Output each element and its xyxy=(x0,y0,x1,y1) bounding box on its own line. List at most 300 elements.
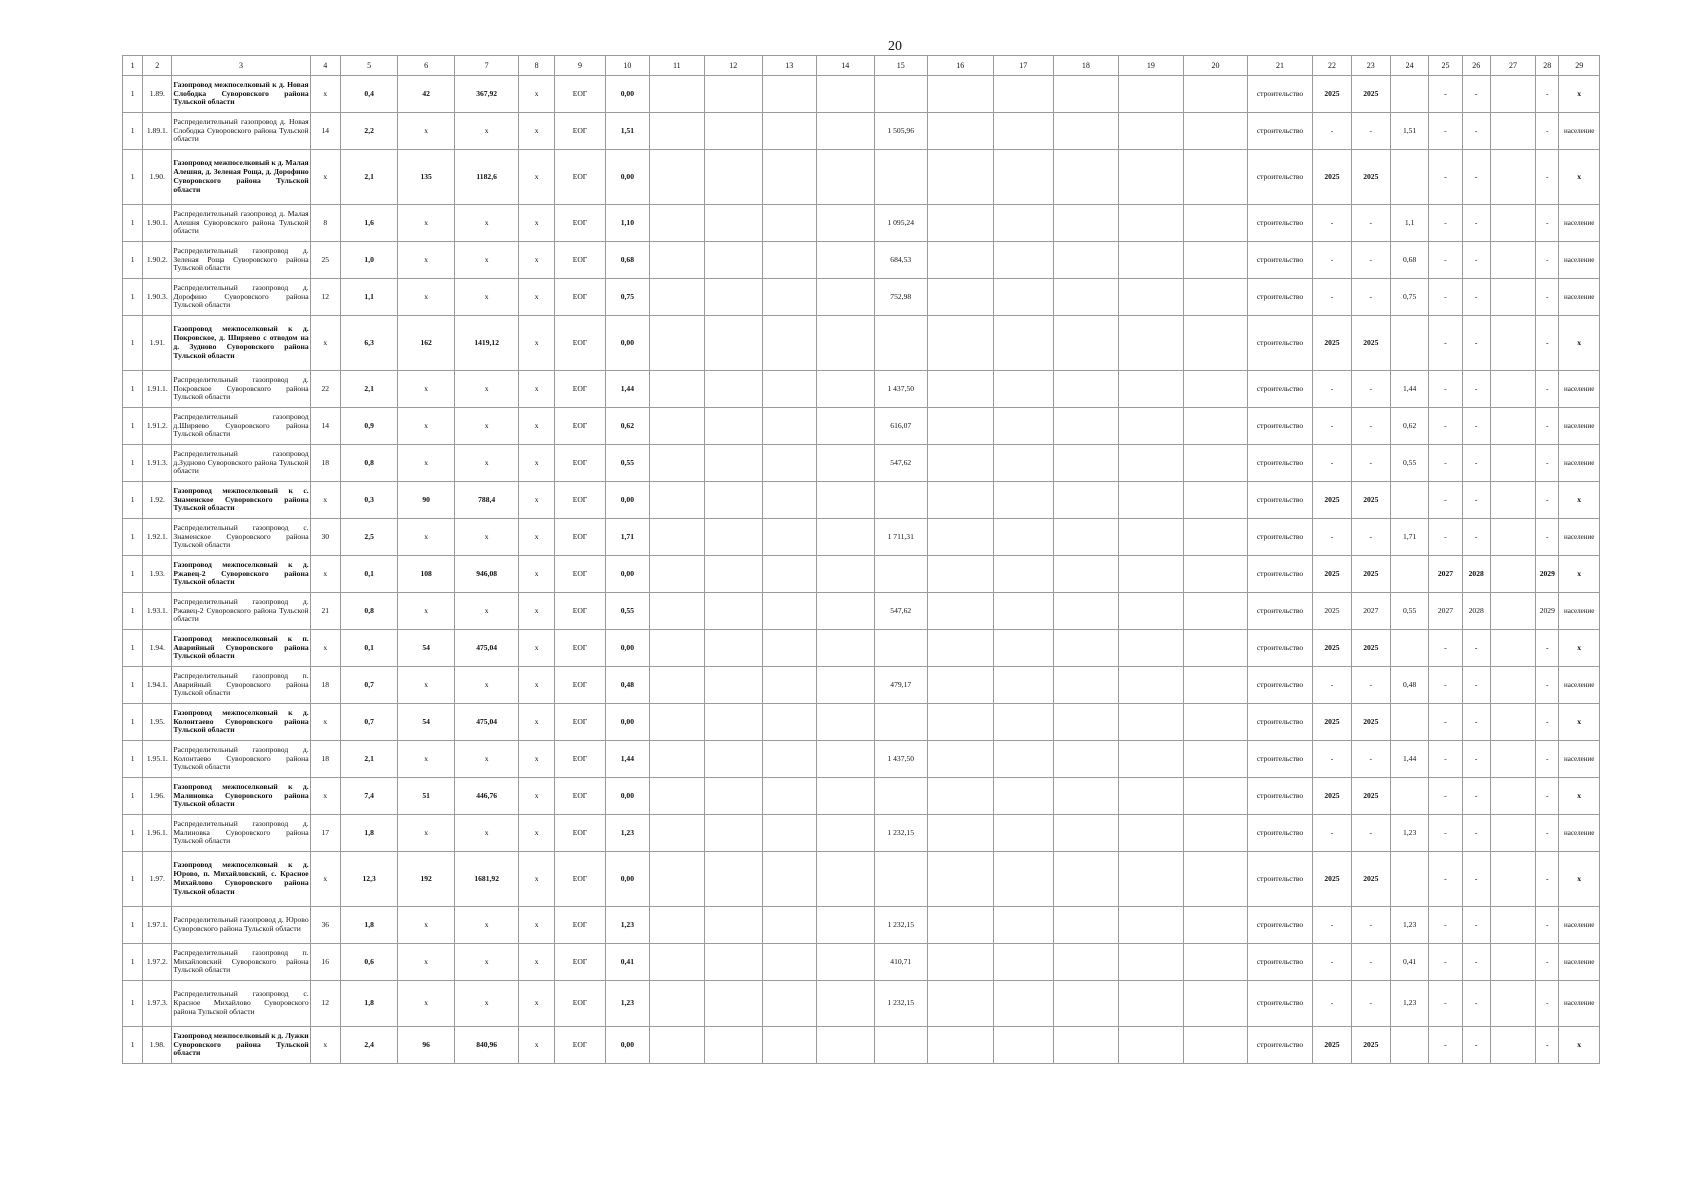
table-cell xyxy=(927,704,993,741)
table-cell: население xyxy=(1559,815,1600,852)
table-cell xyxy=(649,150,704,205)
table-cell: 1,44 xyxy=(1390,371,1428,408)
table-cell: 0,62 xyxy=(606,408,649,445)
table-cell: 1.91.1. xyxy=(143,371,172,408)
table-cell: х xyxy=(454,371,519,408)
table-cell: 1,23 xyxy=(1390,815,1428,852)
table-cell: 616,07 xyxy=(874,408,927,445)
table-cell: 1 xyxy=(123,741,143,778)
column-number-header: 3 xyxy=(172,56,310,76)
table-cell: 1.90. xyxy=(143,150,172,205)
table-cell: - xyxy=(1313,907,1351,944)
table-cell: - xyxy=(1462,205,1490,242)
column-number-header: 7 xyxy=(454,56,519,76)
table-cell: - xyxy=(1462,667,1490,704)
table-cell: - xyxy=(1462,482,1490,519)
table-row xyxy=(123,815,1600,852)
table-cell: 0,55 xyxy=(1390,593,1428,630)
table-cell: - xyxy=(1429,445,1462,482)
table-cell: 0,00 xyxy=(606,778,649,815)
table-cell: х xyxy=(454,519,519,556)
table-row xyxy=(123,408,1600,445)
table-cell xyxy=(993,981,1054,1027)
table-cell xyxy=(927,482,993,519)
table-cell: х xyxy=(519,556,554,593)
table-cell: 1.96.1. xyxy=(143,815,172,852)
table-cell: 0,75 xyxy=(1390,279,1428,316)
table-cell xyxy=(993,279,1054,316)
table-cell xyxy=(817,944,875,981)
object-name-cell: Распределительный газопровод д.Зудново Суворовского района Тульской области xyxy=(172,445,310,482)
table-cell: 475,04 xyxy=(454,630,519,667)
table-cell: 1.95. xyxy=(143,704,172,741)
table-cell: 2028 xyxy=(1462,593,1490,630)
table-cell: - xyxy=(1429,944,1462,981)
table-cell: ЕОГ xyxy=(554,519,605,556)
table-cell xyxy=(1184,1027,1248,1064)
object-name-cell: Распределительный газопровод с. Красное Михайлово Суворовского района Тульской области xyxy=(172,981,310,1027)
table-cell: - xyxy=(1429,205,1462,242)
table-cell xyxy=(649,630,704,667)
table-row xyxy=(123,667,1600,704)
table-cell xyxy=(1118,741,1184,778)
table-cell: - xyxy=(1429,704,1462,741)
table-cell xyxy=(817,981,875,1027)
table-cell: - xyxy=(1462,242,1490,279)
table-cell xyxy=(1490,482,1535,519)
object-name-cell: Распределительный газопровод д.Ширяево Суворовского района Тульской области xyxy=(172,408,310,445)
table-cell xyxy=(649,556,704,593)
table-cell: - xyxy=(1536,1027,1559,1064)
table-cell: население xyxy=(1559,907,1600,944)
table-cell: строительство xyxy=(1247,704,1313,741)
table-cell xyxy=(1118,630,1184,667)
table-cell: 1 xyxy=(123,482,143,519)
table-cell: х xyxy=(519,279,554,316)
table-cell: - xyxy=(1429,279,1462,316)
table-cell xyxy=(1184,778,1248,815)
table-cell xyxy=(1184,981,1248,1027)
table-cell: х xyxy=(519,944,554,981)
table-cell xyxy=(817,445,875,482)
table-cell: х xyxy=(398,408,454,445)
table-cell: 0,00 xyxy=(606,556,649,593)
table-cell: 1,1 xyxy=(1390,205,1428,242)
table-cell: ЕОГ xyxy=(554,445,605,482)
table-cell: 192 xyxy=(398,852,454,907)
table-cell: х xyxy=(519,593,554,630)
table-cell: 1 xyxy=(123,593,143,630)
table-cell: 1 xyxy=(123,408,143,445)
table-cell xyxy=(705,408,763,445)
table-cell xyxy=(649,519,704,556)
table-cell: 1.89. xyxy=(143,76,172,113)
table-cell: ЕОГ xyxy=(554,76,605,113)
table-cell xyxy=(1184,907,1248,944)
table-cell xyxy=(1390,704,1428,741)
table-cell: х xyxy=(1559,852,1600,907)
table-cell xyxy=(1184,667,1248,704)
table-cell xyxy=(817,76,875,113)
table-cell: 547,62 xyxy=(874,445,927,482)
column-number-header: 22 xyxy=(1313,56,1351,76)
table-cell: - xyxy=(1313,741,1351,778)
table-cell: 16 xyxy=(310,944,340,981)
table-cell: ЕОГ xyxy=(554,316,605,371)
table-cell: х xyxy=(519,519,554,556)
table-cell xyxy=(993,741,1054,778)
table-cell: х xyxy=(454,907,519,944)
table-cell: население xyxy=(1559,741,1600,778)
table-cell: 8 xyxy=(310,205,340,242)
table-cell xyxy=(1184,519,1248,556)
table-cell: строительство xyxy=(1247,667,1313,704)
table-cell xyxy=(874,150,927,205)
table-cell: население xyxy=(1559,408,1600,445)
table-cell: х xyxy=(1559,704,1600,741)
table-cell xyxy=(762,76,816,113)
table-cell xyxy=(649,852,704,907)
table-cell xyxy=(1490,907,1535,944)
table-cell: х xyxy=(519,907,554,944)
table-cell: - xyxy=(1351,519,1390,556)
table-cell: 1 xyxy=(123,445,143,482)
table-cell xyxy=(1490,815,1535,852)
table-cell xyxy=(817,667,875,704)
object-name-cell: Распределительный газопровод п. Михайловский Суворовского района Тульской области xyxy=(172,944,310,981)
table-cell: - xyxy=(1462,1027,1490,1064)
table-row xyxy=(123,593,1600,630)
table-cell: 1,44 xyxy=(606,371,649,408)
table-cell xyxy=(817,205,875,242)
table-cell xyxy=(1118,907,1184,944)
table-cell xyxy=(1054,852,1119,907)
table-cell: 12 xyxy=(310,279,340,316)
table-cell xyxy=(762,150,816,205)
table-cell: 1 xyxy=(123,519,143,556)
table-cell xyxy=(705,113,763,150)
table-cell xyxy=(705,150,763,205)
table-cell xyxy=(817,556,875,593)
table-cell: 90 xyxy=(398,482,454,519)
table-cell: - xyxy=(1536,907,1559,944)
table-cell: - xyxy=(1313,815,1351,852)
table-cell xyxy=(649,593,704,630)
table-cell xyxy=(1490,852,1535,907)
table-cell xyxy=(705,76,763,113)
table-cell: - xyxy=(1536,704,1559,741)
table-body xyxy=(123,76,1600,1064)
table-cell xyxy=(762,482,816,519)
table-cell: строительство xyxy=(1247,482,1313,519)
table-cell: - xyxy=(1429,852,1462,907)
table-cell: 1.98. xyxy=(143,1027,172,1064)
table-cell xyxy=(1184,815,1248,852)
table-cell: 1 232,15 xyxy=(874,907,927,944)
table-cell: - xyxy=(1462,944,1490,981)
table-cell: 1 xyxy=(123,205,143,242)
table-cell xyxy=(1054,907,1119,944)
table-cell: - xyxy=(1429,482,1462,519)
table-cell xyxy=(927,242,993,279)
table-cell: 51 xyxy=(398,778,454,815)
table-cell xyxy=(1118,408,1184,445)
table-cell: 2025 xyxy=(1351,316,1390,371)
table-cell: 0,68 xyxy=(606,242,649,279)
table-cell: население xyxy=(1559,113,1600,150)
table-cell: 2025 xyxy=(1351,76,1390,113)
table-cell: 42 xyxy=(398,76,454,113)
table-cell: - xyxy=(1351,667,1390,704)
table-cell: строительство xyxy=(1247,778,1313,815)
table-cell xyxy=(705,630,763,667)
table-cell: - xyxy=(1429,150,1462,205)
table-cell xyxy=(762,113,816,150)
table-cell: 0,55 xyxy=(606,445,649,482)
table-cell xyxy=(1490,279,1535,316)
table-cell xyxy=(705,445,763,482)
table-cell xyxy=(705,371,763,408)
table-cell: х xyxy=(398,815,454,852)
table-cell xyxy=(649,408,704,445)
table-cell: 0,68 xyxy=(1390,242,1428,279)
table-cell xyxy=(927,113,993,150)
table-cell: - xyxy=(1536,778,1559,815)
table-cell: 1.96. xyxy=(143,778,172,815)
table-cell: строительство xyxy=(1247,279,1313,316)
table-cell xyxy=(1054,704,1119,741)
table-cell xyxy=(874,76,927,113)
table-cell xyxy=(1118,76,1184,113)
table-cell: строительство xyxy=(1247,593,1313,630)
table-cell xyxy=(1390,556,1428,593)
column-number-header: 20 xyxy=(1184,56,1248,76)
table-cell: 1,6 xyxy=(340,205,398,242)
table-cell: 1 xyxy=(123,778,143,815)
table-cell: 1,44 xyxy=(1390,741,1428,778)
table-cell xyxy=(762,593,816,630)
table-cell: ЕОГ xyxy=(554,593,605,630)
table-cell: 1 xyxy=(123,981,143,1027)
column-number-header: 16 xyxy=(927,56,993,76)
table-cell xyxy=(1184,630,1248,667)
table-cell: ЕОГ xyxy=(554,408,605,445)
table-cell: х xyxy=(310,630,340,667)
column-number-header: 24 xyxy=(1390,56,1428,76)
table-cell: 0,3 xyxy=(340,482,398,519)
table-cell: 410,71 xyxy=(874,944,927,981)
table-cell: 1,0 xyxy=(340,242,398,279)
table-cell: - xyxy=(1462,76,1490,113)
table-cell: 1 437,50 xyxy=(874,371,927,408)
table-cell: 1 xyxy=(123,704,143,741)
object-name-cell: Газопровод межпоселковый к с. Знаменское Суворовского района Тульской области xyxy=(172,482,310,519)
table-cell xyxy=(1490,981,1535,1027)
column-number-header: 1 xyxy=(123,56,143,76)
table-cell: 2025 xyxy=(1351,778,1390,815)
table-cell xyxy=(874,316,927,371)
table-cell xyxy=(705,556,763,593)
table-cell: 18 xyxy=(310,445,340,482)
table-cell: ЕОГ xyxy=(554,630,605,667)
table-cell xyxy=(1490,76,1535,113)
table-cell xyxy=(1118,704,1184,741)
table-cell: 2025 xyxy=(1313,556,1351,593)
table-cell: 2025 xyxy=(1313,150,1351,205)
table-cell xyxy=(1054,981,1119,1027)
table-row xyxy=(123,1027,1600,1064)
table-cell xyxy=(927,279,993,316)
table-cell xyxy=(993,76,1054,113)
table-cell: 0,55 xyxy=(1390,445,1428,482)
column-number-header: 11 xyxy=(649,56,704,76)
table-cell: 946,08 xyxy=(454,556,519,593)
table-cell: 1.97. xyxy=(143,852,172,907)
table-cell: 17 xyxy=(310,815,340,852)
table-cell: строительство xyxy=(1247,907,1313,944)
table-cell: - xyxy=(1429,778,1462,815)
table-cell: - xyxy=(1536,482,1559,519)
table-cell: 1 xyxy=(123,815,143,852)
table-cell xyxy=(762,704,816,741)
table-cell: 0,7 xyxy=(340,704,398,741)
table-cell: - xyxy=(1429,815,1462,852)
table-cell: население xyxy=(1559,944,1600,981)
object-name-cell: Газопровод межпоселковый к д. Малая Алешня, д. Зеленая Роща, д. Дорофино Суворовского района Тульской области xyxy=(172,150,310,205)
table-cell: - xyxy=(1536,150,1559,205)
table-cell: 1 xyxy=(123,76,143,113)
table-cell: население xyxy=(1559,279,1600,316)
table-row xyxy=(123,519,1600,556)
table-cell xyxy=(705,279,763,316)
table-cell: 2,4 xyxy=(340,1027,398,1064)
object-name-cell: Распределительный газопровод д. Покровское Суворовского района Тульской области xyxy=(172,371,310,408)
table-cell xyxy=(649,741,704,778)
table-cell xyxy=(705,667,763,704)
table-cell xyxy=(1054,944,1119,981)
table-cell: - xyxy=(1536,371,1559,408)
table-cell: - xyxy=(1536,76,1559,113)
table-cell xyxy=(705,242,763,279)
table-cell: 1 xyxy=(123,1027,143,1064)
table-cell: х xyxy=(454,445,519,482)
table-cell: - xyxy=(1429,113,1462,150)
table-cell xyxy=(1054,667,1119,704)
table-cell: - xyxy=(1462,150,1490,205)
table-cell: х xyxy=(1559,778,1600,815)
table-cell: 1182,6 xyxy=(454,150,519,205)
table-cell: 1.97.3. xyxy=(143,981,172,1027)
table-cell: строительство xyxy=(1247,981,1313,1027)
table-cell xyxy=(1118,316,1184,371)
table-cell: 1.91.3. xyxy=(143,445,172,482)
table-cell xyxy=(705,704,763,741)
table-cell: 479,17 xyxy=(874,667,927,704)
table-cell xyxy=(649,242,704,279)
table-cell xyxy=(762,279,816,316)
table-cell xyxy=(762,741,816,778)
table-cell: 1681,92 xyxy=(454,852,519,907)
table-cell: - xyxy=(1351,242,1390,279)
table-cell: 2029 xyxy=(1536,556,1559,593)
table-cell: ЕОГ xyxy=(554,113,605,150)
table-cell xyxy=(1490,519,1535,556)
table-cell: 0,8 xyxy=(340,593,398,630)
table-cell: 2025 xyxy=(1313,482,1351,519)
table-cell: - xyxy=(1536,445,1559,482)
table-cell: 0,4 xyxy=(340,76,398,113)
table-cell: ЕОГ xyxy=(554,944,605,981)
table-cell xyxy=(1118,150,1184,205)
table-cell: 2028 xyxy=(1462,556,1490,593)
table-cell xyxy=(1118,371,1184,408)
table-cell: х xyxy=(519,778,554,815)
table-cell: х xyxy=(398,944,454,981)
table-cell: х xyxy=(398,907,454,944)
table-cell: 12,3 xyxy=(340,852,398,907)
table-row xyxy=(123,741,1600,778)
table-cell xyxy=(993,704,1054,741)
table-cell: - xyxy=(1313,981,1351,1027)
table-cell: 1.91.2. xyxy=(143,408,172,445)
table-cell: строительство xyxy=(1247,852,1313,907)
table-cell: х xyxy=(398,445,454,482)
table-cell xyxy=(993,1027,1054,1064)
table-cell: х xyxy=(454,242,519,279)
table-cell: х xyxy=(310,778,340,815)
table-cell xyxy=(649,371,704,408)
table-cell: х xyxy=(519,150,554,205)
table-cell: - xyxy=(1351,445,1390,482)
table-cell: х xyxy=(398,205,454,242)
table-cell: х xyxy=(398,981,454,1027)
table-cell xyxy=(1390,852,1428,907)
table-cell: 0,00 xyxy=(606,630,649,667)
table-cell xyxy=(993,482,1054,519)
table-cell xyxy=(927,205,993,242)
table-cell: - xyxy=(1429,371,1462,408)
table-cell xyxy=(1490,205,1535,242)
table-cell xyxy=(1490,242,1535,279)
table-cell: х xyxy=(1559,316,1600,371)
table-cell: - xyxy=(1536,630,1559,667)
table-cell xyxy=(1490,667,1535,704)
table-cell: 0,48 xyxy=(1390,667,1428,704)
table-cell xyxy=(817,1027,875,1064)
table-cell: - xyxy=(1462,316,1490,371)
table-cell: - xyxy=(1351,741,1390,778)
table-cell: х xyxy=(1559,556,1600,593)
table-row xyxy=(123,205,1600,242)
table-cell xyxy=(927,371,993,408)
table-cell: 1,23 xyxy=(606,815,649,852)
table-cell: - xyxy=(1462,371,1490,408)
table-cell xyxy=(705,316,763,371)
table-cell: х xyxy=(1559,150,1600,205)
table-cell: х xyxy=(398,242,454,279)
table-cell: - xyxy=(1351,981,1390,1027)
table-cell: х xyxy=(1559,76,1600,113)
table-cell xyxy=(649,815,704,852)
table-cell xyxy=(1054,408,1119,445)
table-cell xyxy=(993,113,1054,150)
table-row xyxy=(123,778,1600,815)
table-cell: строительство xyxy=(1247,76,1313,113)
table-cell xyxy=(649,981,704,1027)
table-cell xyxy=(762,316,816,371)
table-cell: х xyxy=(398,519,454,556)
table-cell: х xyxy=(454,815,519,852)
